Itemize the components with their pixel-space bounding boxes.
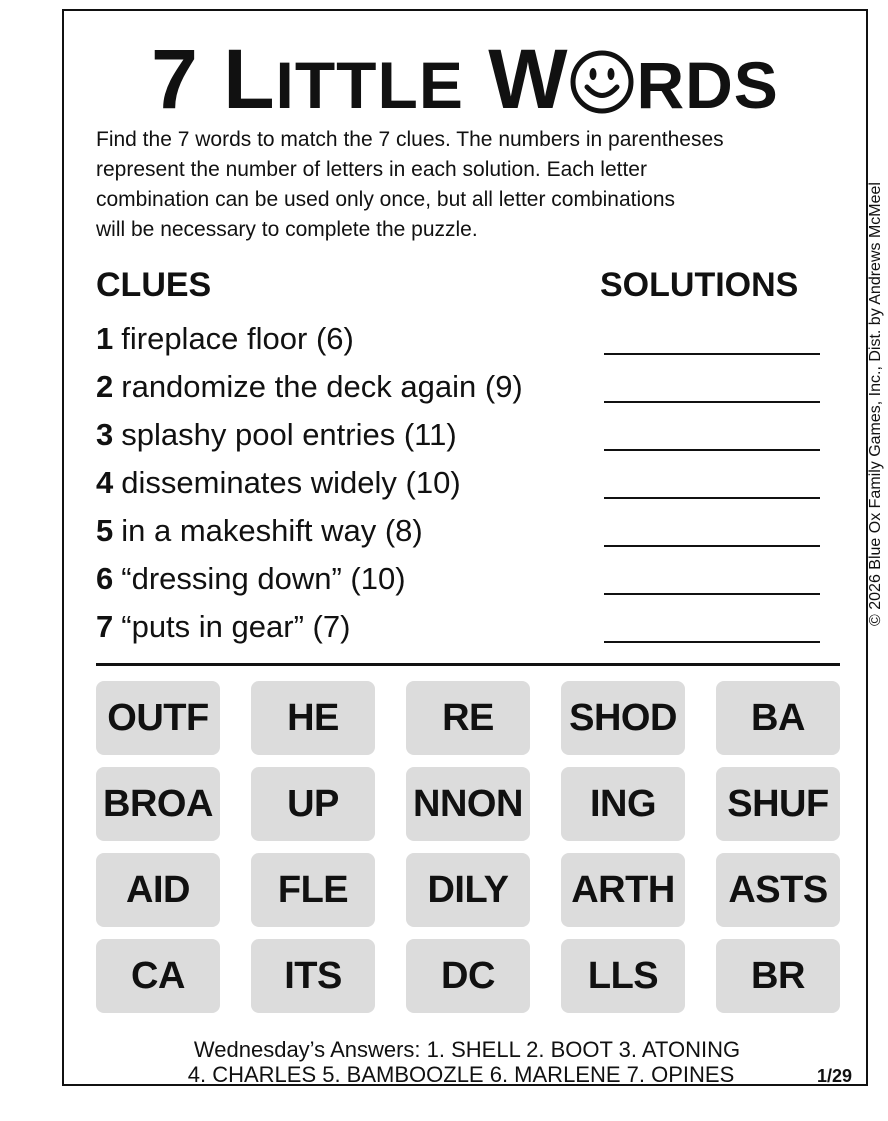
instructions-line: Find the 7 words to match the 7 clues. The numbers in parentheses xyxy=(96,128,724,151)
title-rest-ittle: ITTLE xyxy=(275,48,464,122)
instructions-line: will be necessary to complete the puzzle. xyxy=(96,218,478,241)
instructions-line: combination can be used only once, but all letter combinations xyxy=(96,188,676,211)
letter-tile[interactable]: CA xyxy=(96,939,220,1013)
answers-line: 4. CHARLES 5. BAMBOOZLE 6. MARLENE 7. OPINES xyxy=(187,1062,735,1087)
solutions-heading: SOLUTIONS xyxy=(600,266,799,304)
letter-tile[interactable]: ASTS xyxy=(716,853,840,927)
clue-number: 2 xyxy=(96,369,114,404)
puzzle-frame xyxy=(62,9,884,1087)
title-rest-rds: RDS xyxy=(636,48,779,122)
title-initial-w: W xyxy=(488,32,569,126)
clue-list xyxy=(96,319,822,655)
letter-tile[interactable]: RE xyxy=(406,681,530,755)
letter-tile[interactable]: AID xyxy=(96,853,220,927)
puzzle-date: 1/29 xyxy=(817,1066,853,1086)
solution-blank[interactable] xyxy=(604,449,820,451)
letter-tile[interactable]: FLE xyxy=(251,853,375,927)
smiley-face-icon xyxy=(570,43,634,107)
letter-tile[interactable]: DC xyxy=(406,939,530,1013)
solution-blank[interactable] xyxy=(604,401,820,403)
solution-blank[interactable] xyxy=(604,593,820,595)
letter-tile[interactable]: HE xyxy=(251,681,375,755)
title-initial-l: L xyxy=(223,32,276,126)
clue-text: in a makeshift way (8) xyxy=(121,513,423,548)
letter-tile[interactable]: DILY xyxy=(406,853,530,927)
clue-row xyxy=(96,607,822,655)
clue-number: 5 xyxy=(96,513,114,548)
clue-row xyxy=(96,367,822,415)
clue-text: “puts in gear” (7) xyxy=(121,609,351,644)
clue-number: 1 xyxy=(96,321,114,356)
letter-tile[interactable]: ARTH xyxy=(561,853,685,927)
clue-text: disseminates widely (10) xyxy=(121,465,461,500)
clue-number: 6 xyxy=(96,561,114,596)
clue-row xyxy=(96,559,822,607)
previous-answers xyxy=(64,1037,870,1087)
clue-row xyxy=(96,511,822,559)
letter-tile[interactable]: ITS xyxy=(251,939,375,1013)
solution-blank[interactable] xyxy=(604,497,820,499)
answers-line: Wednesday’s Answers: 1. SHELL 2. BOOT 3. ATONING xyxy=(193,1037,741,1062)
solution-blank[interactable] xyxy=(604,545,820,547)
clue-text: splashy pool entries (11) xyxy=(121,417,457,452)
letter-tile[interactable]: BR xyxy=(716,939,840,1013)
letter-tile[interactable]: SHOD xyxy=(561,681,685,755)
letter-tile[interactable]: NNON xyxy=(406,767,530,841)
letter-tile[interactable]: LLS xyxy=(561,939,685,1013)
clue-row xyxy=(96,415,822,463)
instructions xyxy=(96,125,846,245)
divider xyxy=(96,663,840,666)
solution-blank[interactable] xyxy=(604,353,820,355)
letter-tile[interactable]: SHUF xyxy=(716,767,840,841)
clue-row xyxy=(96,463,822,511)
title-number: 7 xyxy=(151,32,199,126)
clue-text: “dressing down” (10) xyxy=(121,561,406,596)
copyright-credit xyxy=(864,143,888,665)
solution-blank[interactable] xyxy=(604,641,820,643)
clues-heading: CLUES xyxy=(96,266,212,304)
credit-text: © 2026 Blue Ox Family Games, Inc., Dist. by Andrews McMeel xyxy=(867,182,884,626)
clue-text: randomize the deck again (9) xyxy=(121,369,523,404)
letter-tile[interactable]: ING xyxy=(561,767,685,841)
instructions-line: represent the number of letters in each solution. Each letter xyxy=(96,158,647,181)
letter-tile[interactable]: UP xyxy=(251,767,375,841)
letter-tile[interactable]: BROA xyxy=(96,767,220,841)
clue-row xyxy=(96,319,822,367)
letter-tile[interactable]: BA xyxy=(716,681,840,755)
letter-tile[interactable]: OUTF xyxy=(96,681,220,755)
clue-number: 7 xyxy=(96,609,114,644)
letter-tile-grid xyxy=(96,681,842,1013)
clue-number: 3 xyxy=(96,417,114,452)
clue-number: 4 xyxy=(96,465,114,500)
clue-text: fireplace floor (6) xyxy=(121,321,354,356)
puzzle-title xyxy=(64,32,866,127)
